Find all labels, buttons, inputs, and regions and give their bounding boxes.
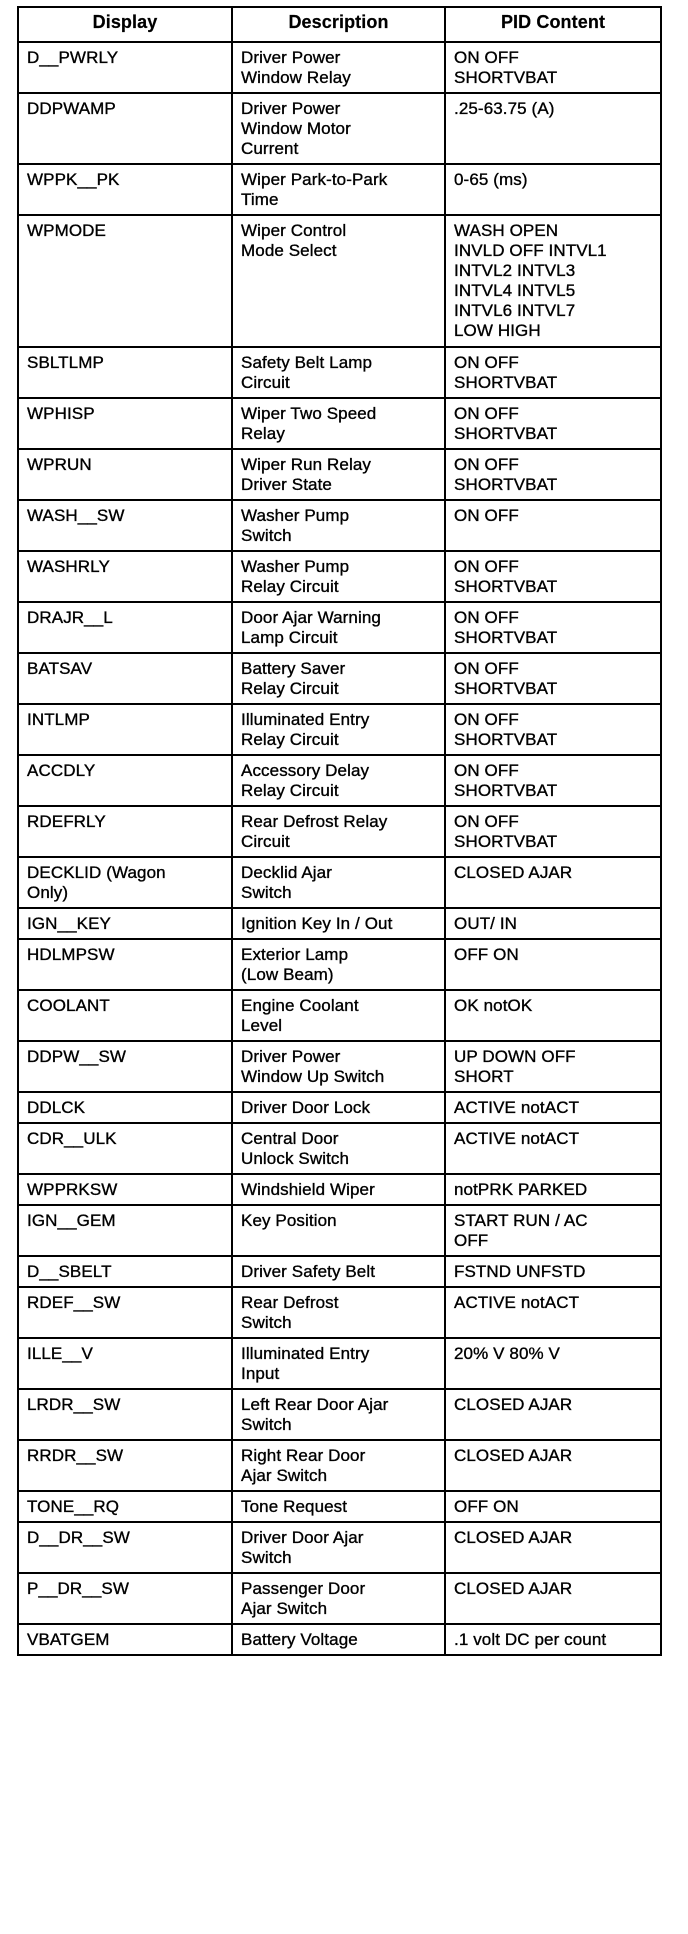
- pid-content-cell-text: 20% V 80% V: [454, 1344, 560, 1363]
- table-row: [18, 398, 661, 449]
- pid-content-cell-text: ACTIVE notACT: [454, 1129, 580, 1148]
- display-cell: [18, 755, 232, 806]
- pid-content-cell: [445, 1205, 661, 1256]
- display-cell-text: LRDR__SW: [27, 1395, 121, 1414]
- description-cell-text: Driver Door Lock: [241, 1098, 371, 1117]
- description-cell: [232, 1573, 445, 1624]
- display-cell: [18, 449, 232, 500]
- display-cell: [18, 1123, 232, 1174]
- pid-content-cell-text: ACTIVE notACT: [454, 1098, 580, 1117]
- pid-reference-sheet: [17, 6, 660, 1656]
- table-row: [18, 1174, 661, 1205]
- description-cell-text: Passenger Door Ajar Switch: [241, 1579, 366, 1618]
- pid-content-cell-text: FSTND UNFSTD: [454, 1262, 586, 1281]
- pid-content-cell-text: CLOSED AJAR: [454, 1528, 573, 1547]
- pid-content-cell: [445, 1092, 661, 1123]
- description-cell: [232, 990, 445, 1041]
- pid-content-cell-text: WASH OPEN INVLD OFF INTVL1 INTVL2 INTVL3 INTVL4 INTVL5 INTVL6 INTVL7 LOW HIGH: [454, 221, 607, 340]
- pid-content-cell-text: ON OFF SHORTVBAT: [454, 353, 558, 392]
- pid-content-cell: [445, 755, 661, 806]
- description-cell: [232, 806, 445, 857]
- pid-content-cell: [445, 908, 661, 939]
- display-cell: [18, 1624, 232, 1655]
- description-cell-text: Windshield Wiper: [241, 1180, 375, 1199]
- table-row: [18, 1287, 661, 1338]
- display-cell: [18, 1205, 232, 1256]
- pid-content-cell: [445, 704, 661, 755]
- display-cell: [18, 602, 232, 653]
- description-cell: [232, 1338, 445, 1389]
- pid-content-cell: [445, 1287, 661, 1338]
- description-cell-text: Wiper Two Speed Relay: [241, 404, 377, 443]
- display-cell-text: DECKLID (Wagon Only): [27, 863, 166, 902]
- pid-content-cell-text: ON OFF SHORTVBAT: [454, 404, 558, 443]
- display-cell: [18, 1256, 232, 1287]
- table-row: [18, 500, 661, 551]
- table-row: [18, 1624, 661, 1655]
- display-cell-text: VBATGEM: [27, 1630, 110, 1649]
- display-cell-text: INTLMP: [27, 710, 90, 729]
- description-cell: [232, 398, 445, 449]
- description-cell-text: Engine Coolant Level: [241, 996, 359, 1035]
- table-row: [18, 93, 661, 164]
- pid-table-header: [18, 7, 661, 42]
- display-cell-text: RDEFRLY: [27, 812, 106, 831]
- description-cell-text: Rear Defrost Relay Circuit: [241, 812, 388, 851]
- display-cell: [18, 939, 232, 990]
- description-cell-text: Safety Belt Lamp Circuit: [241, 353, 373, 392]
- pid-content-cell-text: OFF ON: [454, 945, 519, 964]
- description-cell-text: Right Rear Door Ajar Switch: [241, 1446, 366, 1485]
- description-cell: [232, 347, 445, 398]
- pid-content-cell: [445, 42, 661, 93]
- description-cell-text: Battery Voltage: [241, 1630, 358, 1649]
- table-row: [18, 1522, 661, 1573]
- description-cell-text: Central Door Unlock Switch: [241, 1129, 350, 1168]
- pid-content-cell-text: ON OFF SHORTVBAT: [454, 812, 558, 851]
- description-cell-text: Driver Safety Belt: [241, 1262, 376, 1281]
- pid-content-cell: [445, 1123, 661, 1174]
- description-cell-text: Battery Saver Relay Circuit: [241, 659, 346, 698]
- display-cell-text: HDLMPSW: [27, 945, 115, 964]
- display-cell-text: DDLCK: [27, 1098, 86, 1117]
- pid-content-cell-text: CLOSED AJAR: [454, 1579, 573, 1598]
- display-cell: [18, 653, 232, 704]
- pid-content-cell-text: 0-65 (ms): [454, 170, 528, 189]
- display-cell-text: ILLE__V: [27, 1344, 93, 1363]
- description-cell-text: Illuminated Entry Input: [241, 1344, 370, 1383]
- pid-content-cell: [445, 653, 661, 704]
- description-cell: [232, 1123, 445, 1174]
- display-cell-text: D__PWRLY: [27, 48, 119, 67]
- pid-content-cell-text: START RUN / AC OFF: [454, 1211, 588, 1250]
- description-cell: [232, 42, 445, 93]
- display-cell-text: WPPK__PK: [27, 170, 120, 189]
- pid-content-cell: [445, 215, 661, 347]
- table-row: [18, 704, 661, 755]
- pid-content-cell-text: ON OFF SHORTVBAT: [454, 608, 558, 647]
- table-row: [18, 164, 661, 215]
- pid-content-cell: [445, 500, 661, 551]
- display-cell-text: WPMODE: [27, 221, 106, 240]
- pid-content-cell: [445, 164, 661, 215]
- pid-content-cell: [445, 1389, 661, 1440]
- display-cell-text: COOLANT: [27, 996, 110, 1015]
- description-cell: [232, 1041, 445, 1092]
- display-cell: [18, 990, 232, 1041]
- description-cell-text: Washer Pump Switch: [241, 506, 350, 545]
- display-cell: [18, 704, 232, 755]
- pid-content-cell: [445, 1624, 661, 1655]
- pid-content-cell: [445, 857, 661, 908]
- display-cell-text: WASH__SW: [27, 506, 125, 525]
- pid-content-cell: [445, 398, 661, 449]
- description-cell: [232, 653, 445, 704]
- display-cell: [18, 857, 232, 908]
- display-cell-text: DDPW__SW: [27, 1047, 127, 1066]
- table-row: [18, 1491, 661, 1522]
- table-row: [18, 939, 661, 990]
- display-cell: [18, 1092, 232, 1123]
- table-row: [18, 1205, 661, 1256]
- display-cell: [18, 1174, 232, 1205]
- display-cell: [18, 1338, 232, 1389]
- table-row: [18, 1256, 661, 1287]
- display-cell: [18, 93, 232, 164]
- header-pid-content: PID Content: [445, 7, 661, 42]
- description-cell: [232, 1174, 445, 1205]
- display-cell-text: ACCDLY: [27, 761, 96, 780]
- pid-content-cell: [445, 93, 661, 164]
- pid-content-cell-text: ON OFF SHORTVBAT: [454, 710, 558, 749]
- display-cell-text: WASHRLY: [27, 557, 110, 576]
- pid-content-cell: [445, 602, 661, 653]
- description-cell-text: Left Rear Door Ajar Switch: [241, 1395, 389, 1434]
- description-cell-text: Driver Door Ajar Switch: [241, 1528, 364, 1567]
- table-row: [18, 653, 661, 704]
- display-cell-text: RDEF__SW: [27, 1293, 121, 1312]
- description-cell-text: Driver Power Window Motor Current: [241, 99, 351, 158]
- header-row: [18, 7, 661, 42]
- pid-table-body: [18, 42, 661, 1655]
- description-cell: [232, 857, 445, 908]
- table-row: [18, 755, 661, 806]
- pid-content-cell: [445, 1491, 661, 1522]
- display-cell-text: IGN__GEM: [27, 1211, 116, 1230]
- display-cell: [18, 1522, 232, 1573]
- display-cell: [18, 1491, 232, 1522]
- pid-content-cell-text: CLOSED AJAR: [454, 1446, 573, 1465]
- display-cell-text: WPRUN: [27, 455, 92, 474]
- display-cell: [18, 1389, 232, 1440]
- pid-table: [17, 6, 662, 1656]
- description-cell-text: Driver Power Window Up Switch: [241, 1047, 385, 1086]
- display-cell: [18, 164, 232, 215]
- display-cell: [18, 1287, 232, 1338]
- description-cell: [232, 164, 445, 215]
- pid-content-cell-text: ON OFF SHORTVBAT: [454, 659, 558, 698]
- description-cell: [232, 1440, 445, 1491]
- pid-content-cell-text: CLOSED AJAR: [454, 863, 573, 882]
- pid-content-cell: [445, 990, 661, 1041]
- display-cell: [18, 1440, 232, 1491]
- display-cell-text: BATSAV: [27, 659, 93, 678]
- description-cell: [232, 500, 445, 551]
- display-cell: [18, 806, 232, 857]
- pid-content-cell-text: OK notOK: [454, 996, 533, 1015]
- description-cell-text: Wiper Park-to-Park Time: [241, 170, 388, 209]
- description-cell: [232, 1522, 445, 1573]
- display-cell: [18, 1041, 232, 1092]
- pid-content-cell-text: ON OFF SHORTVBAT: [454, 455, 558, 494]
- description-cell-text: Wiper Run Relay Driver State: [241, 455, 371, 494]
- pid-content-cell: [445, 551, 661, 602]
- description-cell: [232, 449, 445, 500]
- pid-content-cell-text: CLOSED AJAR: [454, 1395, 573, 1414]
- table-row: [18, 347, 661, 398]
- description-cell-text: Rear Defrost Switch: [241, 1293, 339, 1332]
- display-cell: [18, 1573, 232, 1624]
- display-cell-text: CDR__ULK: [27, 1129, 117, 1148]
- description-cell-text: Key Position: [241, 1211, 337, 1230]
- description-cell: [232, 551, 445, 602]
- table-row: [18, 215, 661, 347]
- pid-content-cell: [445, 347, 661, 398]
- display-cell: [18, 500, 232, 551]
- description-cell-text: Ignition Key In / Out: [241, 914, 393, 933]
- description-cell: [232, 704, 445, 755]
- pid-content-cell-text: ACTIVE notACT: [454, 1293, 580, 1312]
- description-cell-text: Driver Power Window Relay: [241, 48, 351, 87]
- pid-content-cell: [445, 1174, 661, 1205]
- table-row: [18, 1123, 661, 1174]
- display-cell-text: RRDR__SW: [27, 1446, 124, 1465]
- table-row: [18, 990, 661, 1041]
- description-cell: [232, 908, 445, 939]
- description-cell: [232, 1092, 445, 1123]
- header-description: Description: [232, 7, 445, 42]
- table-row: [18, 857, 661, 908]
- table-row: [18, 449, 661, 500]
- description-cell: [232, 1624, 445, 1655]
- description-cell: [232, 1287, 445, 1338]
- pid-content-cell: [445, 1440, 661, 1491]
- header-display: Display: [18, 7, 232, 42]
- table-row: [18, 1041, 661, 1092]
- pid-content-cell: [445, 1338, 661, 1389]
- pid-content-cell-text: .25-63.75 (A): [454, 99, 555, 118]
- table-row: [18, 806, 661, 857]
- description-cell: [232, 1205, 445, 1256]
- description-cell-text: Washer Pump Relay Circuit: [241, 557, 350, 596]
- display-cell-text: D__DR__SW: [27, 1528, 130, 1547]
- display-cell-text: TONE__RQ: [27, 1497, 120, 1516]
- table-row: [18, 42, 661, 93]
- display-cell: [18, 551, 232, 602]
- description-cell-text: Tone Request: [241, 1497, 348, 1516]
- description-cell: [232, 93, 445, 164]
- pid-content-cell: [445, 1573, 661, 1624]
- description-cell-text: Wiper Control Mode Select: [241, 221, 347, 260]
- display-cell-text: WPHISP: [27, 404, 95, 423]
- description-cell: [232, 939, 445, 990]
- pid-content-cell-text: OFF ON: [454, 1497, 519, 1516]
- pid-content-cell: [445, 1522, 661, 1573]
- description-cell: [232, 755, 445, 806]
- pid-content-cell-text: ON OFF SHORTVBAT: [454, 761, 558, 800]
- display-cell-text: IGN__KEY: [27, 914, 111, 933]
- table-row: [18, 1573, 661, 1624]
- pid-content-cell-text: ON OFF SHORTVBAT: [454, 557, 558, 596]
- display-cell-text: DRAJR__L: [27, 608, 113, 627]
- display-cell: [18, 347, 232, 398]
- pid-content-cell: [445, 1256, 661, 1287]
- description-cell: [232, 602, 445, 653]
- description-cell-text: Exterior Lamp (Low Beam): [241, 945, 349, 984]
- table-row: [18, 1440, 661, 1491]
- display-cell: [18, 908, 232, 939]
- display-cell: [18, 42, 232, 93]
- description-cell-text: Illuminated Entry Relay Circuit: [241, 710, 370, 749]
- pid-content-cell: [445, 449, 661, 500]
- display-cell: [18, 215, 232, 347]
- pid-content-cell-text: UP DOWN OFF SHORT: [454, 1047, 576, 1086]
- description-cell-text: Decklid Ajar Switch: [241, 863, 332, 902]
- description-cell-text: Accessory Delay Relay Circuit: [241, 761, 370, 800]
- display-cell-text: WPPRKSW: [27, 1180, 118, 1199]
- description-cell: [232, 1491, 445, 1522]
- description-cell: [232, 1256, 445, 1287]
- table-row: [18, 1092, 661, 1123]
- display-cell-text: P__DR__SW: [27, 1579, 129, 1598]
- description-cell: [232, 1389, 445, 1440]
- pid-content-cell: [445, 939, 661, 990]
- display-cell: [18, 398, 232, 449]
- pid-content-cell-text: OUT/ IN: [454, 914, 518, 933]
- description-cell: [232, 215, 445, 347]
- table-row: [18, 1389, 661, 1440]
- pid-content-cell-text: .1 volt DC per count: [454, 1630, 607, 1649]
- pid-content-cell-text: ON OFF SHORTVBAT: [454, 48, 558, 87]
- display-cell-text: D__SBELT: [27, 1262, 112, 1281]
- table-row: [18, 908, 661, 939]
- table-row: [18, 1338, 661, 1389]
- description-cell-text: Door Ajar Warning Lamp Circuit: [241, 608, 381, 647]
- display-cell-text: SBLTLMP: [27, 353, 104, 372]
- pid-content-cell-text: ON OFF: [454, 506, 519, 525]
- table-row: [18, 551, 661, 602]
- pid-content-cell-text: notPRK PARKED: [454, 1180, 588, 1199]
- pid-content-cell: [445, 1041, 661, 1092]
- pid-content-cell: [445, 806, 661, 857]
- display-cell-text: DDPWAMP: [27, 99, 116, 118]
- table-row: [18, 602, 661, 653]
